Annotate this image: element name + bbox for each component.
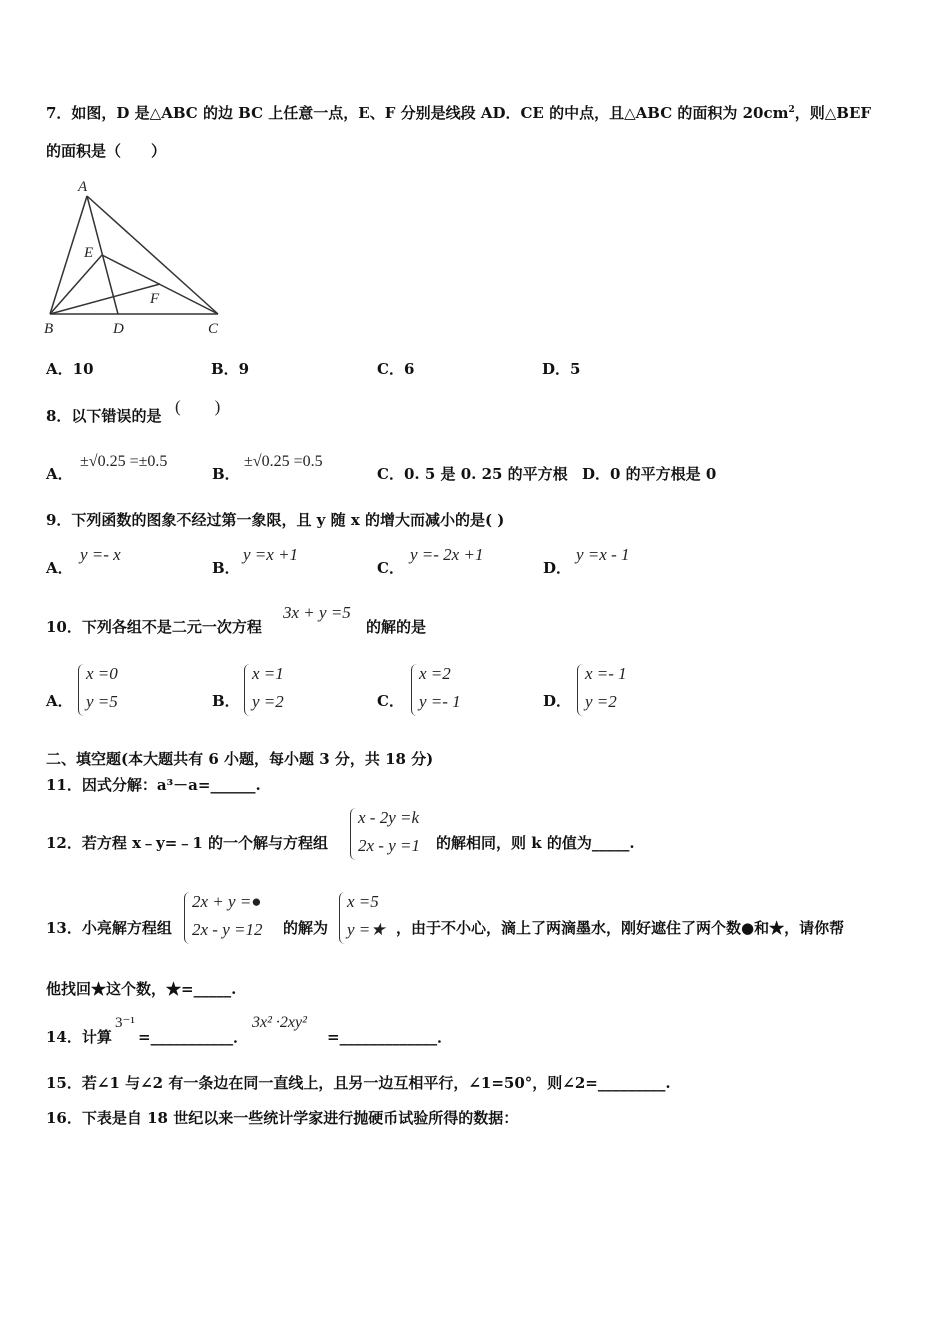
section-2-heading: 二、填空题(本大题共有 6 小题，每小题 3 分，共 18 分) — [46, 750, 434, 768]
q10-stem-after: 的解的是 — [366, 618, 427, 636]
q10-option-c-label[interactable]: C． — [377, 692, 404, 710]
q9-option-d-math: y =x - 1 — [576, 545, 630, 564]
q12-stem-after: 的解相同，则 k 的值为_____. — [436, 834, 635, 852]
q12-stem-before: 12．若方程 x﹣y=﹣1 的一个解与方程组 — [46, 834, 328, 852]
q8-paren: ( ) — [175, 397, 221, 416]
q10-equation: 3x + y =5 — [283, 603, 351, 622]
label-d: D — [113, 321, 124, 337]
segment-bf — [50, 284, 160, 314]
q14-blank2[interactable]: =_____________． — [327, 1028, 453, 1046]
q9-option-a-math: y =- x — [80, 545, 121, 564]
q8-option-b-math: ±√0.25 =0.5 — [244, 453, 323, 470]
q14-blank1[interactable]: =___________． — [138, 1028, 249, 1046]
q7-option-d[interactable]: D．5 — [542, 360, 581, 378]
q9-option-c-label[interactable]: C． — [377, 559, 404, 577]
q8-option-a-label[interactable]: A． — [46, 465, 73, 483]
q10-stem-before: 10．下列各组不是二元一次方程 — [46, 618, 262, 636]
q10-option-d-label[interactable]: D． — [543, 692, 572, 710]
q10-option-a-label[interactable]: A． — [46, 692, 73, 710]
label-f: F — [150, 291, 160, 307]
q10-option-b-label[interactable]: B． — [212, 692, 240, 710]
q7-stem-line2: 的面积是（ ） — [46, 142, 167, 160]
q14-stem: 14．计算 — [46, 1028, 112, 1046]
q13-stem-mid: 的解为 — [283, 919, 329, 937]
q12-system: x - 2y =k 2x - y =1 — [350, 808, 440, 860]
q9-option-b-label[interactable]: B． — [212, 559, 240, 577]
label-a: A — [78, 179, 88, 195]
label-e: E — [84, 245, 94, 261]
q13-stem-line2: 他找回★这个数，★=_____. — [46, 980, 237, 998]
q10-option-d-system: x =- 1 y =2 — [577, 664, 647, 716]
q8-option-b-label[interactable]: B． — [212, 465, 240, 483]
q13-stem-before: 13．小亮解方程组 — [46, 919, 172, 937]
segment-be — [50, 255, 102, 314]
q8-stem: 8．以下错误的是 — [46, 407, 162, 425]
q13-solution: x =5 y =★ — [339, 892, 399, 944]
q8-option-d[interactable]: D．0 的平方根是 0 — [582, 465, 717, 483]
q8-option-a-math: ±√0.25 =±0.5 — [80, 453, 168, 470]
q7-option-c[interactable]: C．6 — [377, 360, 415, 378]
q9-stem: 9．下列函数的图象不经过第一象限，且 y 随 x 的增大而减小的是( ) — [46, 511, 505, 529]
q16-stem: 16．下表是自 18 世纪以来一些统计学家进行抛硬币试验所得的数据： — [46, 1109, 519, 1127]
q14-expr2: 3x² ·2xy² — [252, 1014, 307, 1031]
q7-option-a[interactable]: A．10 — [46, 360, 94, 378]
label-b: B — [44, 321, 54, 337]
q7-option-b[interactable]: B．9 — [211, 360, 250, 378]
q9-option-a-label[interactable]: A． — [46, 559, 73, 577]
q11-stem: 11．因式分解：a³－a=______. — [46, 776, 261, 794]
q9-option-d-label[interactable]: D． — [543, 559, 572, 577]
q10-option-c-system: x =2 y =- 1 — [411, 664, 481, 716]
q7-stem-line1: 7．如图，D 是△ABC 的边 BC 上任意一点，E、F 分别是线段 AD．CE 的中点，且△ABC 的面积为 $20cm^2$，则△BEF — [46, 104, 872, 122]
triangle-figure — [40, 176, 240, 341]
q15-stem: 15．若∠1 与∠2 有一条边在同一直线上，且另一边互相平行，∠1=50°，则∠2=_________. — [46, 1074, 671, 1092]
q13-system: 2x + y =● 2x - y =12 — [184, 892, 284, 944]
q14-expr1: 3⁻¹ — [115, 1015, 135, 1031]
q10-option-b-system: x =1 y =2 — [244, 664, 304, 716]
q10-option-a-system: x =0 y =5 — [78, 664, 138, 716]
q9-option-c-math: y =- 2x +1 — [410, 545, 484, 564]
label-c: C — [208, 321, 219, 337]
edge-ab — [50, 196, 87, 314]
q9-option-b-math: y =x +1 — [243, 545, 299, 564]
q8-option-c[interactable]: C．0. 5 是 0. 25 的平方根 — [377, 465, 568, 483]
q13-stem-after: ，由于不小心，滴上了两滴墨水，刚好遮住了两个数●和★，请你帮 — [396, 919, 845, 937]
